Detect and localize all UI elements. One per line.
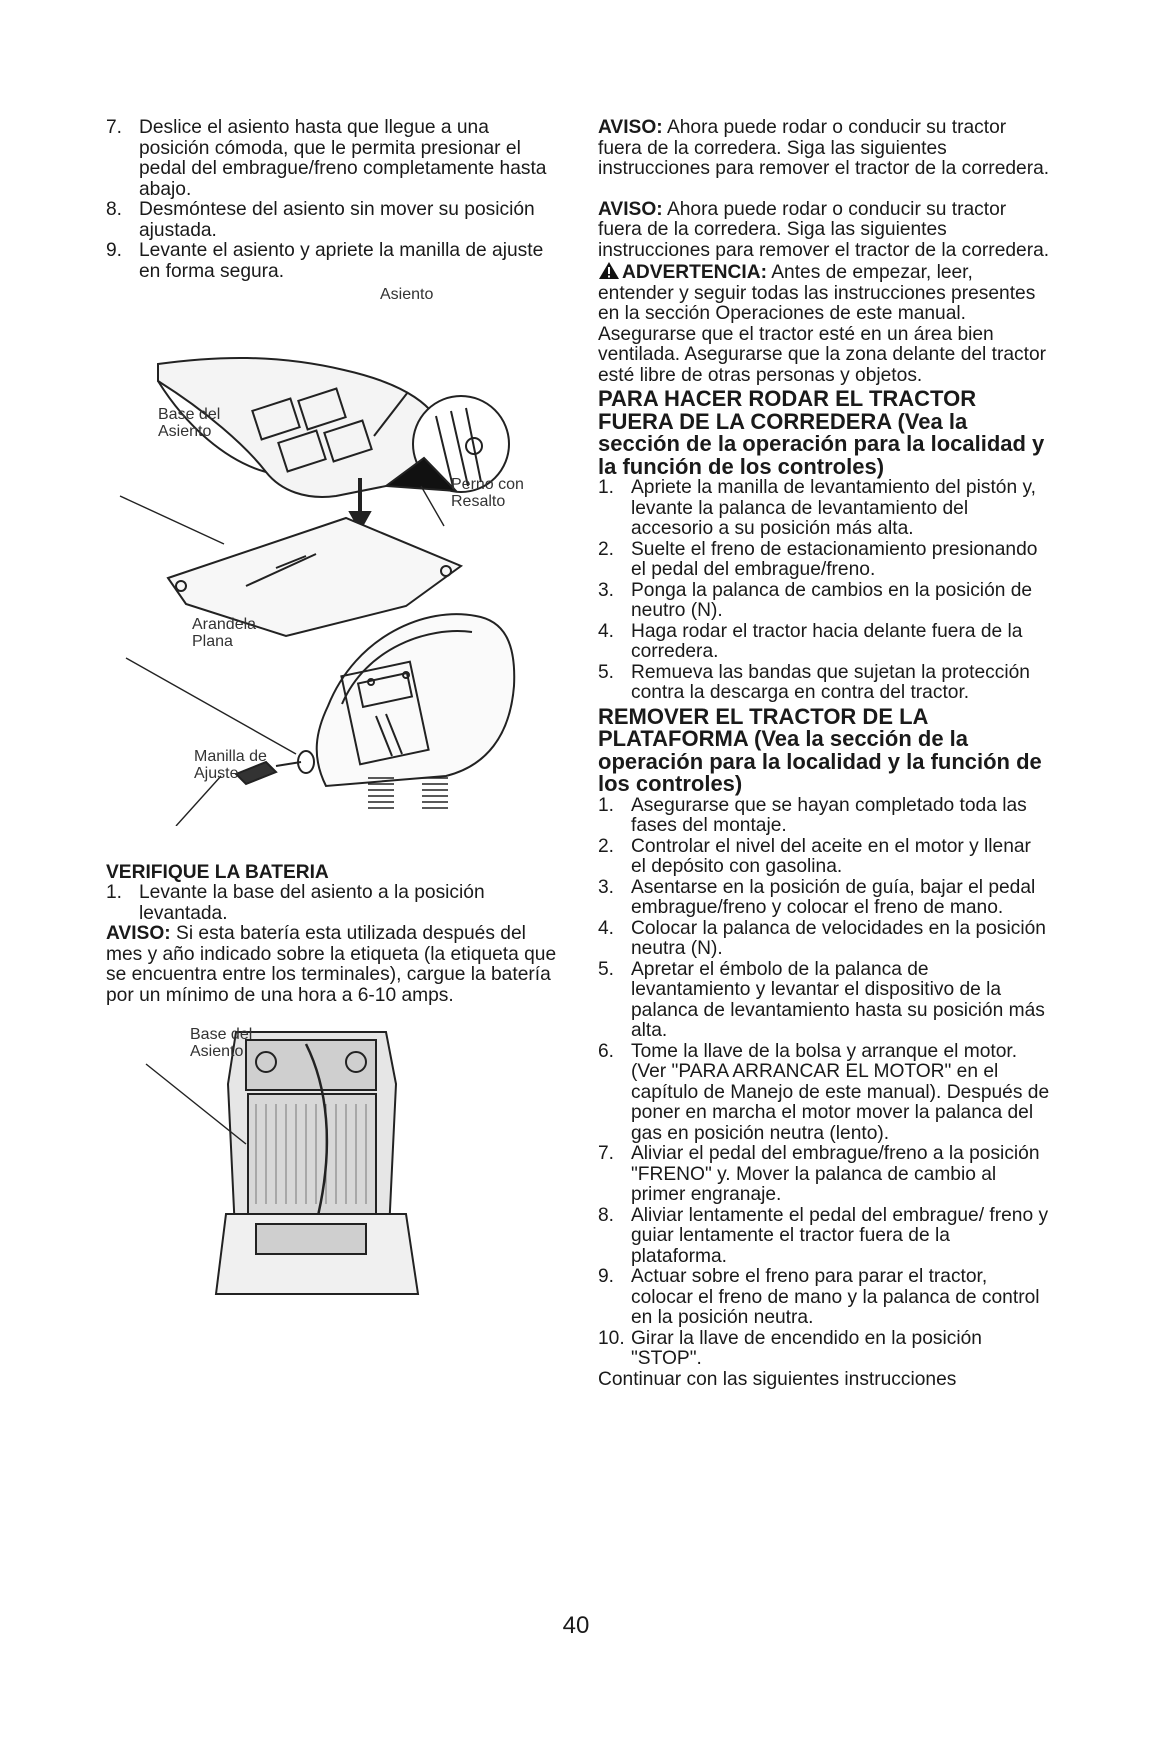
- page-number: 40: [562, 1612, 590, 1639]
- warning-triangle-icon: [598, 261, 620, 280]
- list-item: 4. Colocar la palanca de velocidades en la posición neutra (N).: [598, 917, 1046, 959]
- figure-label-base-del-asiento: Base del Asiento: [158, 406, 221, 440]
- seat-assembly-figure: [106, 286, 558, 826]
- right-column: [598, 118, 1050, 1390]
- figure-label-arandela-plana: Arandela Plana: [192, 616, 257, 650]
- continue-text: Continuar con las siguientes instrucciones: [598, 1368, 957, 1390]
- figure-label-perno-con-resalto: Perno con Resalto: [451, 476, 524, 510]
- list-item: 10. Girar la llave de encendido en la posición "STOP".: [598, 1327, 982, 1369]
- left-column: [106, 118, 558, 1324]
- list-item: 6. Tome la llave de la bolsa y arranque el motor. (Ver "PARA ARRANCAR EL MOTOR" en el capítulo de Manejo de este manual). Después de poner en marcha el motor mover la palanca del gas en posición neutra (lento).: [598, 1040, 1050, 1144]
- notice-2: AVISO: Ahora puede rodar o conducir su tractor fuera de la corredera. Siga las siguientes instrucciones para remover el tractor de la corredera.: [598, 198, 1050, 261]
- list-item: 5. Apretar el émbolo de la palanca de levantamiento y levantar el dispositivo de la palanca de levantamiento hasta su posición más alta.: [598, 958, 1045, 1041]
- list-item: 8. Desmóntese del asiento sin mover su posición ajustada.: [106, 199, 535, 241]
- battery-steps: [106, 883, 558, 924]
- seat-adjust-steps: [106, 118, 558, 282]
- battery-notice: AVISO: Si esta batería esta utilizada después del mes y año indicado sobre la etiqueta (la etiqueta que se encuentra entre los terminales), cargue la batería por un mínimo de una hora a 6-10 amps.: [106, 923, 557, 1006]
- battery-figure: [106, 1024, 558, 1324]
- list-item: 3. Ponga la palanca de cambios en la posición de neutro (N).: [598, 579, 1033, 621]
- list-item: 8. Aliviar lentamente el pedal del embrague/ freno y guiar lentamente el tractor fuera de la plataforma.: [598, 1204, 1049, 1267]
- remove-platform-steps: [598, 796, 1050, 1370]
- list-item: 1. Apriete la manilla de levantamiento del pistón y, levante la palanca de levantamiento del accesorio a su posición más alta.: [598, 477, 1036, 539]
- warning-paragraph: ADVERTENCIA: Antes de empezar, leer, entender y seguir todas las instrucciones presentes en la sección Operaciones de este manual. Asegurarse que el tractor esté en un área bien ventilada. Asegurarse que la zona delante del tractor esté libre de otras personas y objetos.: [598, 262, 1047, 386]
- section-heading-remove-platform: REMOVER EL TRACTOR DE LA PLATAFORMA (Vea la sección de la operación para la localidad y la función de los controles): [598, 703, 1042, 796]
- list-item: 2. Controlar el nivel del aceite en el motor y llenar el depósito con gasolina.: [598, 835, 1031, 877]
- figure-label-base-del-asiento-2: Base del Asiento: [190, 1026, 253, 1060]
- seat-assembly-drawing: [106, 286, 558, 826]
- list-item: 7. Aliviar el pedal del embrague/freno a la posición "FRENO" y. Mover la palanca de cambio al primer engranaje.: [598, 1143, 1040, 1205]
- battery-drawing: [106, 1024, 558, 1324]
- list-item: 5. Remueva las bandas que sujetan la protección contra la descarga en contra del tractor.: [598, 661, 1030, 703]
- list-item: 9. Levante el asiento y apriete la manilla de ajuste en forma segura.: [106, 240, 544, 282]
- figure-label-manilla-de-ajuste: Manilla de Ajuste: [194, 748, 267, 782]
- list-item: 3. Asentarse en la posición de guía, bajar el pedal embrague/freno y colocar el freno de mano.: [598, 876, 1036, 918]
- section-heading-roll-off: PARA HACER RODAR EL TRACTOR FUERA DE LA CORREDERA (Vea la sección de la operación para la localidad y la función de los controles): [598, 386, 1045, 479]
- figure-label-asiento: Asiento: [380, 286, 434, 303]
- notice-1: AVISO: Ahora puede rodar o conducir su tractor fuera de la corredera. Siga las siguientes instrucciones para remover el tractor de la corredera.: [598, 117, 1050, 179]
- list-item: 1. Levante la base del asiento a la posición levantada.: [106, 882, 485, 924]
- list-item: 7. Deslice el asiento hasta que llegue a una posición cómoda, que le permita presionar el pedal del embrague/freno completamente hasta abajo.: [106, 117, 547, 200]
- list-item: 9. Actuar sobre el freno para parar el tractor, colocar el freno de mano y la palanca de control en la posición neutra.: [598, 1266, 1040, 1328]
- list-item: 2. Suelte el freno de estacionamiento presionando el pedal del embrague/freno.: [598, 538, 1038, 580]
- list-item: 4. Haga rodar el tractor hacia delante fuera de la corredera.: [598, 620, 1023, 662]
- list-item: 1. Asegurarse que se hayan completado toda las fases del montaje.: [598, 794, 1027, 836]
- battery-heading: VERIFIQUE LA BATERIA: [106, 862, 329, 883]
- roll-off-steps: [598, 478, 1050, 704]
